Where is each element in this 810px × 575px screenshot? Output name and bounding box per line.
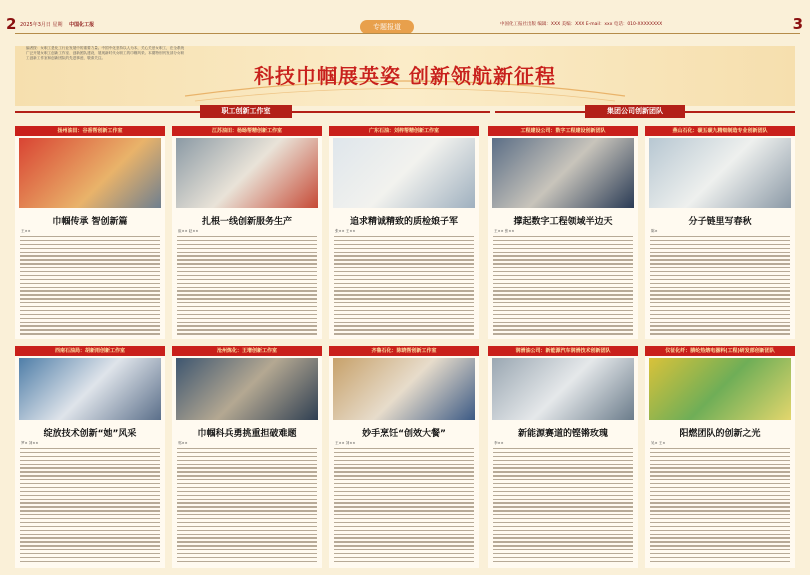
card-title: 巾帼科兵勇挑重担破难题 (197, 429, 297, 439)
card-photo (649, 138, 791, 208)
card-title: 巾帼传承 智创新篇 (52, 217, 128, 227)
card-photo (333, 138, 475, 208)
card-8 (329, 346, 479, 568)
section-tab-left: 职工创新工作室 (200, 105, 292, 118)
card-body-text (650, 448, 790, 564)
card-author: 李×× (494, 441, 504, 445)
card-author: 王×× (21, 229, 31, 233)
card-title: 绽放技术创新“她”风采 (43, 429, 137, 439)
card-header: 广东石油：刘梓帮精创新工作室 (329, 126, 479, 136)
card-title: 追求精诚精致的质检娘子军 (349, 217, 458, 227)
card-6 (15, 346, 165, 568)
page-headline: 科技巾帼展英姿 创新领航新征程 (254, 64, 556, 88)
card-photo (176, 358, 318, 420)
masthead (0, 0, 810, 42)
card-9 (488, 346, 638, 568)
card-author: 崔×× 赵×× (178, 229, 199, 233)
card-title: 阳燃团队的创新之光 (679, 429, 761, 439)
card-photo (19, 358, 161, 420)
card-body-text (177, 236, 317, 335)
card-header: 齐鲁石化：陈晓帮创新工作室 (329, 346, 479, 356)
header-rule (15, 33, 800, 34)
header-right-meta: 中国化工报社出版 编辑：XXX 美编：XXX E-mail：xxx 电话：010-XXXXXXXX (500, 22, 663, 27)
card-header: 沧州炼化：王增创新工作室 (172, 346, 322, 356)
card-body-text (20, 448, 160, 564)
paper-name: 中国化工报 (69, 22, 95, 28)
header-left-meta (20, 21, 94, 28)
card-title: 扎根一线创新服务生产 (201, 217, 292, 227)
card-header: 润滑油公司：新能源汽车润滑技术创新团队 (488, 346, 638, 356)
card-author: 陈× (651, 229, 658, 233)
card-body-text (334, 236, 474, 335)
card-author: 郭×× (178, 441, 188, 445)
card-1 (15, 126, 165, 339)
page-number-left: 2 (6, 15, 17, 33)
card-header: 扬州油田：谷香帮创新工作室 (15, 126, 165, 136)
card-photo (492, 358, 634, 420)
card-author: 王×× 刘×× (335, 441, 356, 445)
card-photo (19, 138, 161, 208)
card-header: 西南石油局：胡新雨创新工作室 (15, 346, 165, 356)
page-number-right: 3 (792, 15, 803, 33)
card-author: 张×× 王×× (335, 229, 356, 233)
card-author: 吴× 王× (651, 441, 666, 445)
card-title: 新能源赛道的铿锵玫瑰 (517, 429, 608, 439)
date-line: 2025年3月日 星期 (20, 22, 63, 28)
card-header: 仪征化纤：腈纶热熔电器料(工程)研发部创新团队 (645, 346, 795, 356)
card-author: 罗× 刘×× (21, 441, 39, 445)
card-photo (492, 138, 634, 208)
card-photo (176, 138, 318, 208)
card-header: 工程建设公司：数字工程建设创新团队 (488, 126, 638, 136)
editor-note: 编者按：女职工是化工行业发展中的重要力量。中国中化坚持以人为本，关心关爱女职工，在全系统广泛开展女职工创新工作室、创新团队建设，展现新时代女职工的巾帼风采。本期特别刊发部分女职工创新工作室和创新团队的先进事迹，敬请关注。 (26, 46, 185, 61)
card-title: 分子链里写春秋 (688, 217, 752, 227)
card-5 (645, 126, 795, 339)
section-tab-right: 集团公司创新团队 (585, 105, 685, 118)
card-photo (333, 358, 475, 420)
card-header: 江苏油田：杨旸帮精创新工作室 (172, 126, 322, 136)
card-body-text (493, 236, 633, 335)
card-7 (172, 346, 322, 568)
card-2 (172, 126, 322, 339)
card-title: 妙手烹饪“创效大餐” (362, 429, 446, 439)
card-body-text (334, 448, 474, 564)
section-tag: 专题报道 (360, 20, 414, 34)
card-body-text (177, 448, 317, 564)
card-body-text (650, 236, 790, 335)
card-author: 王×× 张×× (494, 229, 515, 233)
card-photo (649, 358, 791, 420)
card-title: 撑起数字工程领域半边天 (513, 217, 613, 227)
card-4 (488, 126, 638, 339)
card-header: 燕山石化：碳五碳九精细制造专业创新团队 (645, 126, 795, 136)
card-body-text (493, 448, 633, 564)
card-10 (645, 346, 795, 568)
card-body-text (20, 236, 160, 335)
card-3 (329, 126, 479, 339)
